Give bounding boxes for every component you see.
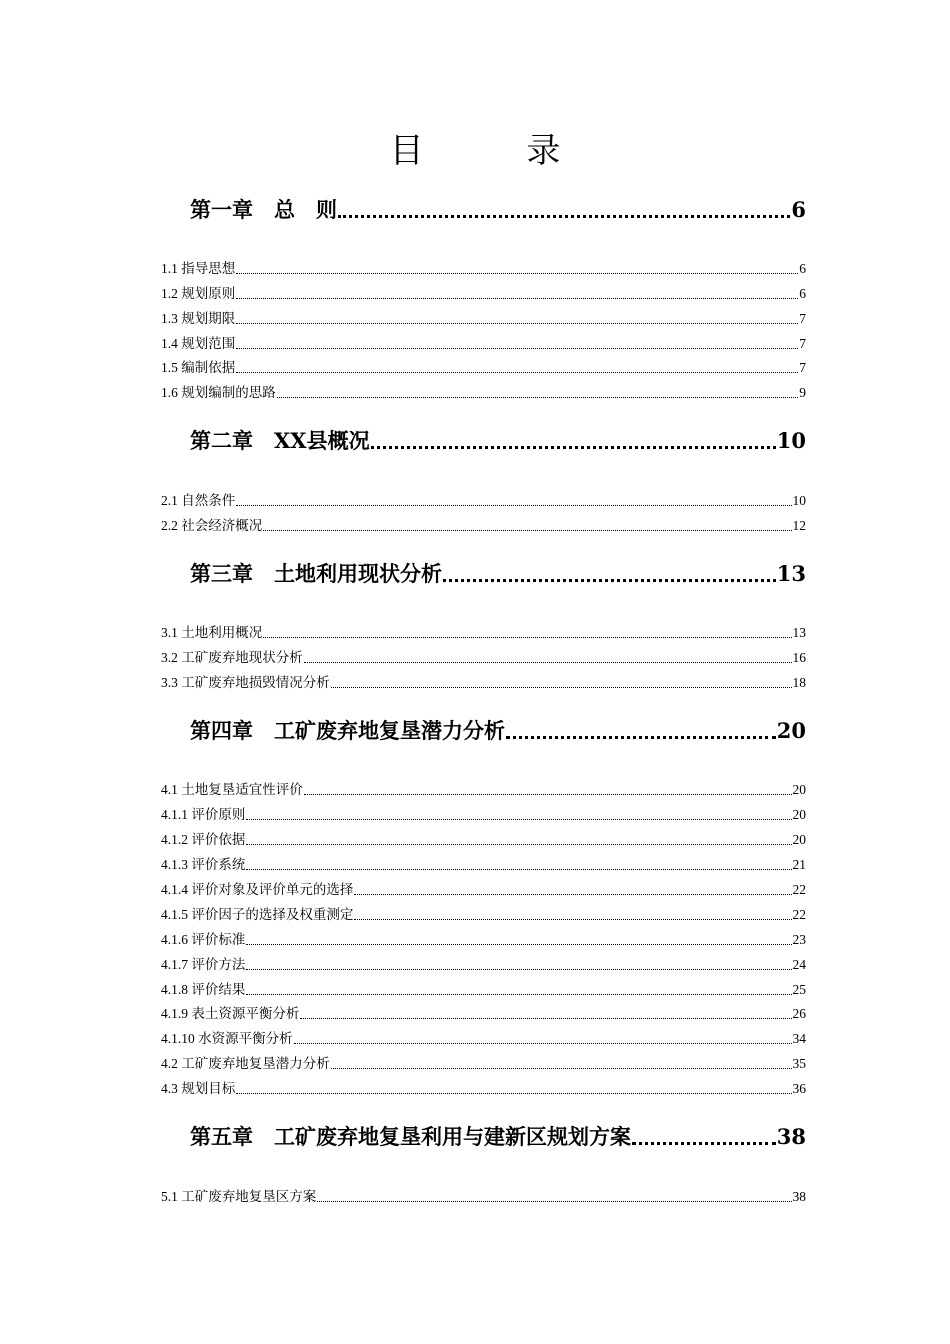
toc-section[interactable]	[161, 1079, 806, 1099]
section-label: 4.1.3 评价系统	[161, 857, 246, 872]
dot-leader	[317, 1187, 791, 1207]
dot-leader	[506, 716, 776, 746]
section-label: 4.1.5 评价因子的选择及权重测定	[161, 907, 354, 922]
dot-leader	[338, 195, 790, 225]
section-page-number: 20	[792, 807, 806, 822]
toc-chapter-4[interactable]	[190, 716, 806, 746]
dot-leader	[263, 516, 791, 536]
chapter-page-number: 6	[791, 197, 806, 222]
section-page-number: 18	[792, 675, 806, 690]
section-page-number: 9	[799, 385, 806, 400]
toc-section[interactable]	[161, 383, 806, 403]
section-page-number: 25	[792, 982, 806, 997]
toc-chapter-3[interactable]	[190, 559, 806, 589]
section-label: 1.5 编制依据	[161, 360, 236, 375]
dot-leader	[300, 1004, 791, 1024]
toc-section[interactable]	[161, 358, 806, 378]
section-page-number: 6	[799, 286, 806, 301]
toc-section[interactable]	[161, 1054, 806, 1074]
toc-section[interactable]	[161, 830, 806, 850]
section-page-number: 13	[792, 625, 806, 640]
chapter-page-number: 38	[776, 1124, 806, 1149]
toc-section[interactable]	[161, 1029, 806, 1049]
section-page-number: 7	[799, 311, 806, 326]
section-label: 4.1.4 评价对象及评价单元的选择	[161, 882, 354, 897]
dot-leader	[294, 1029, 792, 1049]
section-label: 2.2 社会经济概况	[161, 518, 263, 533]
toc-section[interactable]	[161, 284, 806, 304]
section-label: 5.1 工矿废弃地复垦区方案	[161, 1189, 317, 1204]
section-page-number: 23	[792, 932, 806, 947]
toc-section[interactable]	[161, 780, 806, 800]
toc-section[interactable]	[161, 673, 806, 693]
section-label: 4.1.6 评价标准	[161, 932, 246, 947]
section-label: 1.4 规划范围	[161, 336, 236, 351]
dot-leader	[443, 559, 776, 589]
dot-leader	[277, 383, 799, 403]
section-label: 1.1 指导思想	[161, 261, 236, 276]
section-label: 4.1.9 表土资源平衡分析	[161, 1006, 300, 1021]
toc-section[interactable]	[161, 955, 806, 975]
section-page-number: 36	[792, 1081, 806, 1096]
section-label: 4.1.7 评价方法	[161, 957, 246, 972]
section-label: 1.2 规划原则	[161, 286, 236, 301]
dot-leader	[236, 358, 798, 378]
section-page-number: 26	[792, 1006, 806, 1021]
dot-leader	[236, 284, 798, 304]
dot-leader	[246, 830, 791, 850]
section-page-number: 7	[799, 360, 806, 375]
toc-section[interactable]	[161, 309, 806, 329]
section-label: 4.1 土地复垦适宜性评价	[161, 782, 303, 797]
chapter-page-number: 20	[776, 718, 806, 743]
dot-leader	[354, 905, 791, 925]
toc-chapter-5[interactable]	[190, 1122, 806, 1152]
dot-leader	[354, 880, 791, 900]
section-label: 1.6 规划编制的思路	[161, 385, 276, 400]
section-page-number: 20	[792, 832, 806, 847]
chapter-page-number: 13	[776, 561, 806, 586]
toc-section[interactable]	[161, 648, 806, 668]
section-label: 2.1 自然条件	[161, 493, 236, 508]
toc-section[interactable]	[161, 805, 806, 825]
section-page-number: 20	[792, 782, 806, 797]
dot-leader	[246, 930, 791, 950]
dot-leader	[304, 648, 792, 668]
section-page-number: 21	[792, 857, 806, 872]
toc-section[interactable]	[161, 980, 806, 1000]
chapter-label: 第五章 工矿废弃地复垦利用与建新区规划方案	[190, 1124, 631, 1149]
dot-leader	[236, 309, 798, 329]
section-label: 4.1.1 评价原则	[161, 807, 246, 822]
dot-leader	[236, 491, 791, 511]
section-label: 4.3 规划目标	[161, 1081, 236, 1096]
dot-leader	[331, 1054, 792, 1074]
section-label: 4.1.10 水资源平衡分析	[161, 1031, 293, 1046]
section-page-number: 24	[792, 957, 806, 972]
section-label: 4.1.8 评价结果	[161, 982, 246, 997]
section-page-number: 22	[792, 882, 806, 897]
section-page-number: 16	[792, 650, 806, 665]
toc-section[interactable]	[161, 516, 806, 536]
section-page-number: 34	[792, 1031, 806, 1046]
section-page-number: 22	[792, 907, 806, 922]
section-page-number: 38	[792, 1189, 806, 1204]
section-page-number: 6	[799, 261, 806, 276]
section-page-number: 10	[792, 493, 806, 508]
section-label: 1.3 规划期限	[161, 311, 236, 326]
dot-leader	[246, 855, 791, 875]
section-page-number: 35	[792, 1056, 806, 1071]
dot-leader	[331, 673, 792, 693]
dot-leader	[236, 259, 798, 279]
chapter-label: 第三章 土地利用现状分析	[190, 561, 442, 586]
section-label: 4.1.2 评价依据	[161, 832, 246, 847]
chapter-page-number: 10	[776, 428, 806, 453]
section-page-number: 7	[799, 336, 806, 351]
dot-leader	[236, 334, 798, 354]
toc-section[interactable]	[161, 259, 806, 279]
dot-leader	[304, 780, 792, 800]
dot-leader	[632, 1122, 776, 1152]
dot-leader	[263, 623, 791, 643]
toc-section[interactable]	[161, 334, 806, 354]
toc-section[interactable]	[161, 491, 806, 511]
dot-leader	[246, 980, 791, 1000]
dot-leader	[236, 1079, 791, 1099]
dot-leader	[371, 426, 776, 456]
chapter-label: 第一章 总 则	[190, 197, 337, 222]
section-label: 4.2 工矿废弃地复垦潜力分析	[161, 1056, 330, 1071]
section-label: 3.1 土地利用概况	[161, 625, 263, 640]
toc-section[interactable]	[161, 1187, 806, 1207]
toc-section[interactable]	[161, 855, 806, 875]
toc-section[interactable]	[161, 905, 806, 925]
toc-section[interactable]	[161, 1004, 806, 1024]
toc-section[interactable]	[161, 880, 806, 900]
chapter-label: 第四章 工矿废弃地复垦潜力分析	[190, 718, 505, 743]
chapter-label: 第二章 XX县概况	[190, 428, 370, 453]
toc-chapter-2[interactable]	[190, 426, 806, 456]
toc-section[interactable]	[161, 623, 806, 643]
toc-section[interactable]	[161, 930, 806, 950]
section-page-number: 12	[792, 518, 806, 533]
dot-leader	[246, 955, 791, 975]
section-label: 3.2 工矿废弃地现状分析	[161, 650, 303, 665]
section-label: 3.3 工矿废弃地损毁情况分析	[161, 675, 330, 690]
dot-leader	[246, 805, 791, 825]
toc-title: 目 录	[389, 131, 607, 171]
toc-chapter-1[interactable]	[190, 195, 806, 225]
